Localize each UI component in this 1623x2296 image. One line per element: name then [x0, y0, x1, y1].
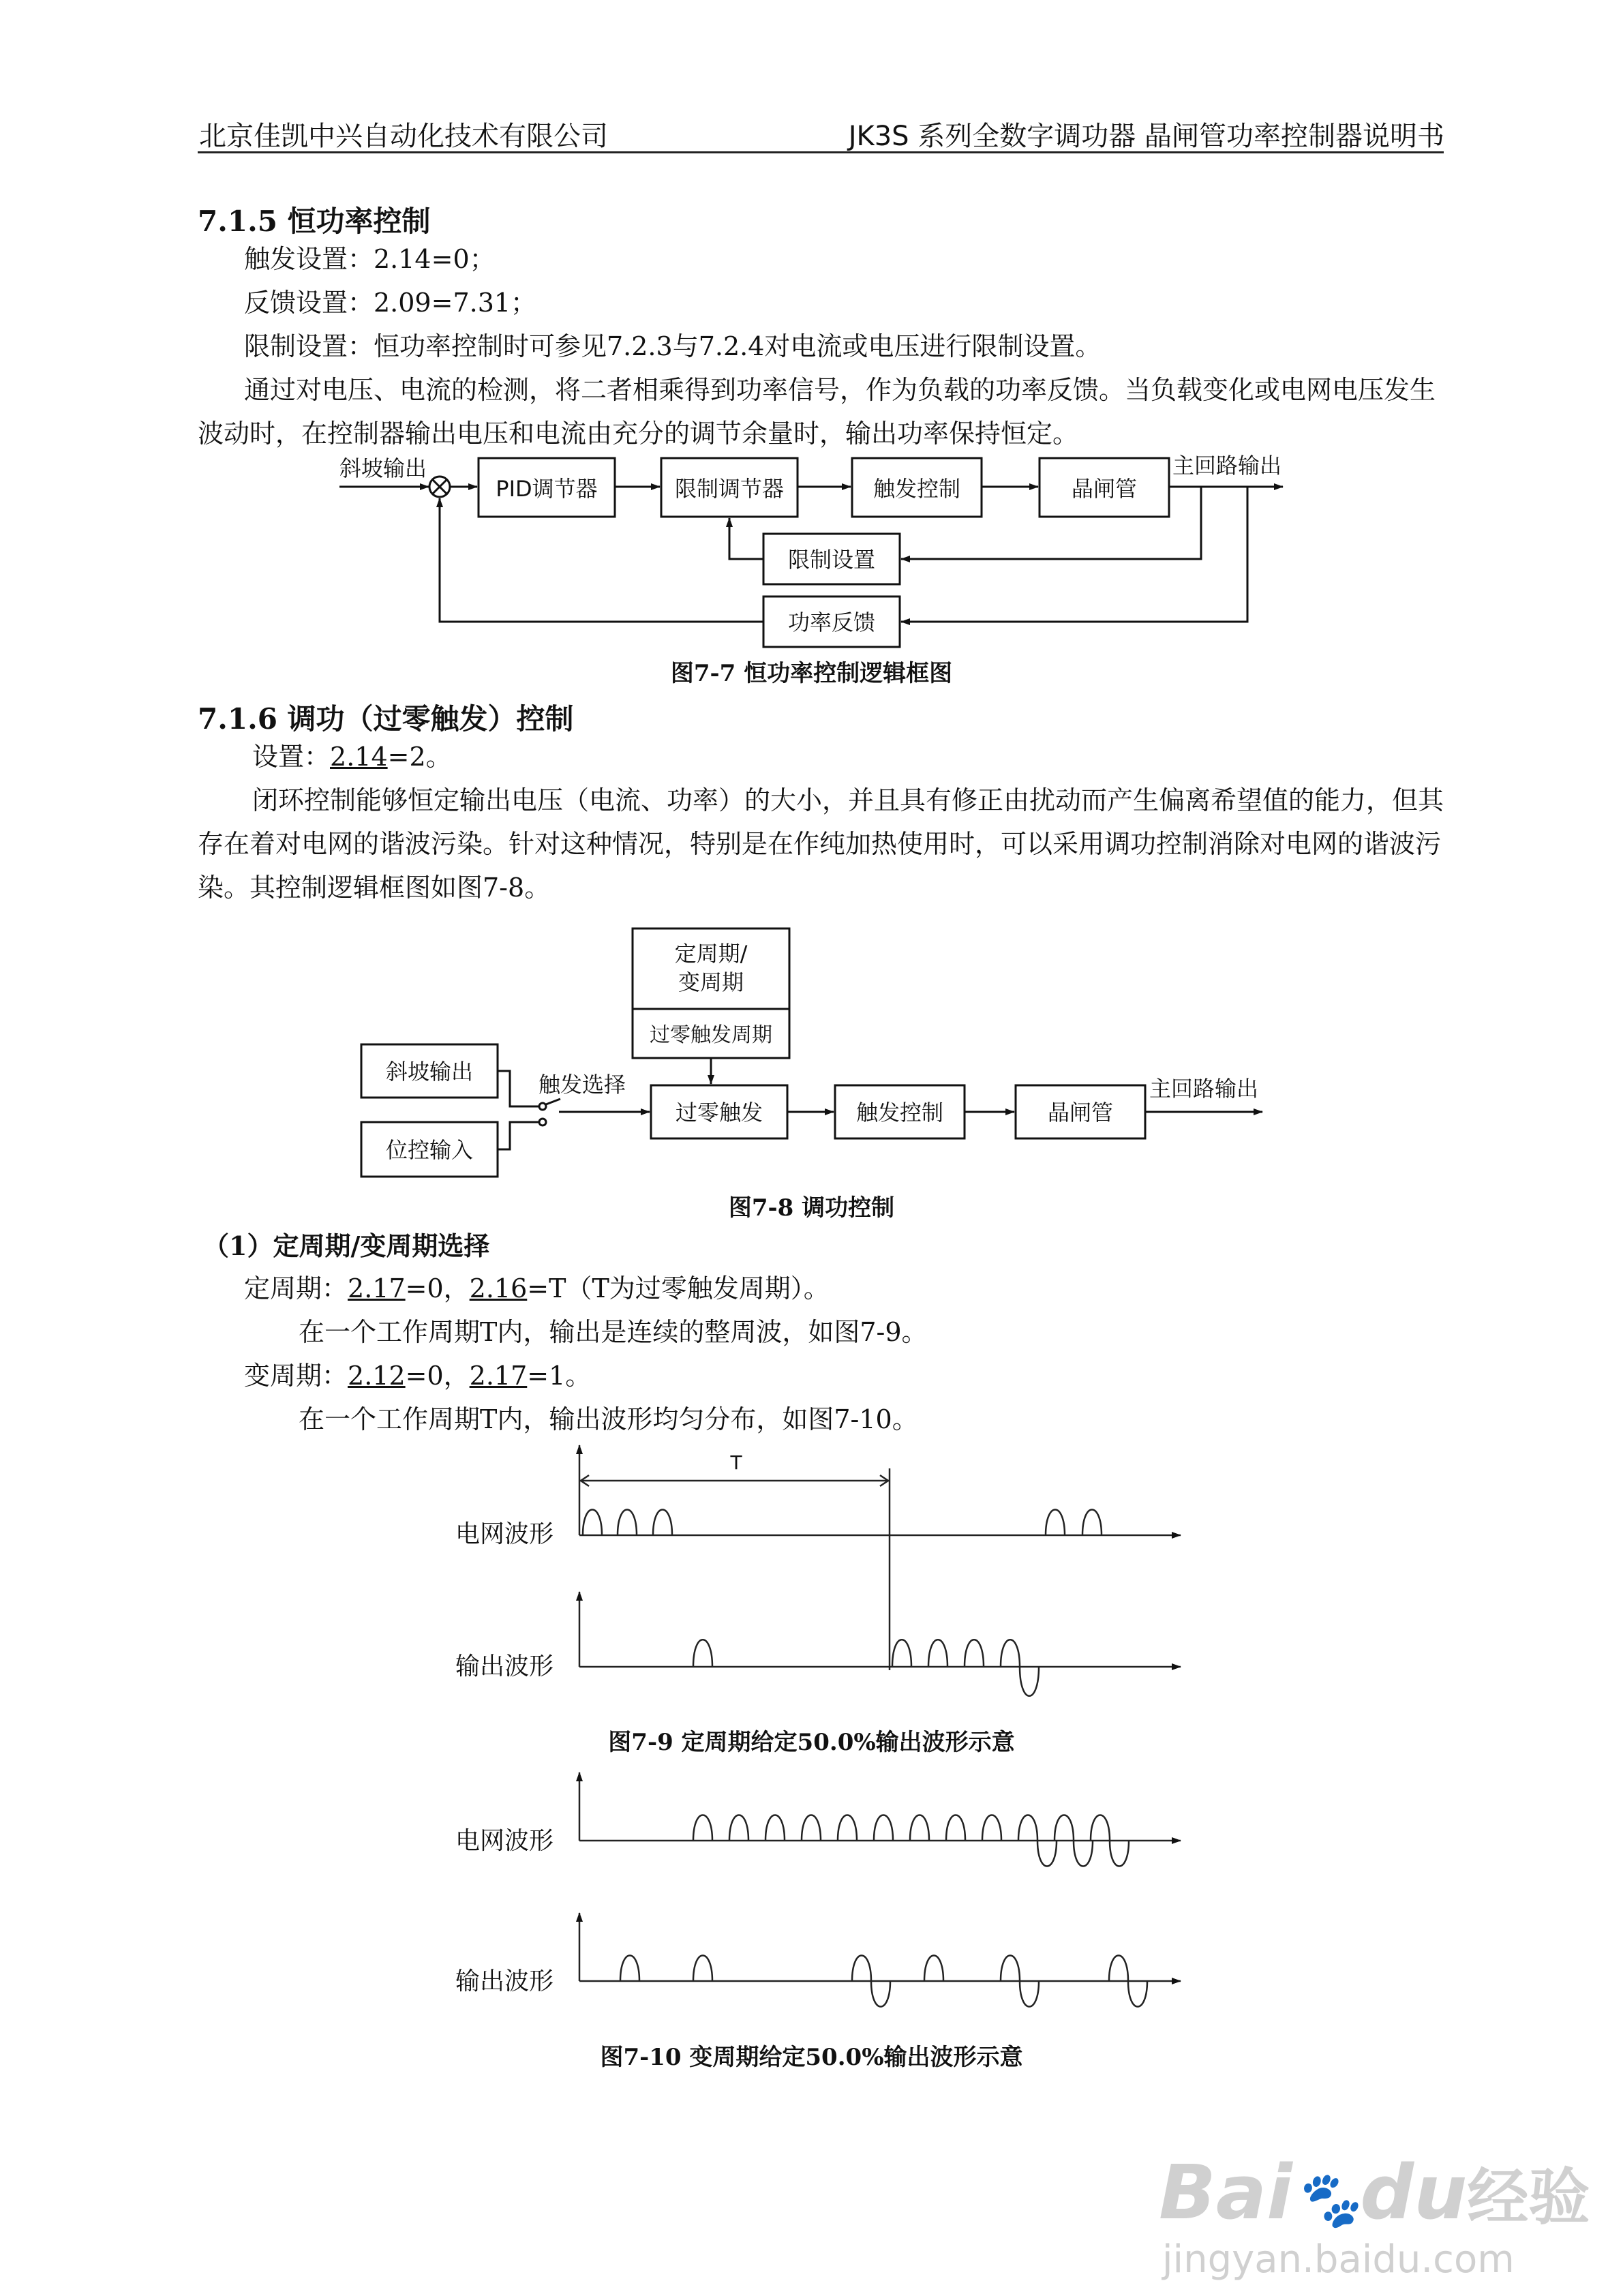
setting-716: 设置：2.14=2。	[252, 742, 452, 772]
figure-7-7-diagram	[0, 443, 1623, 661]
trigger-setting: 触发设置：2.14=0；	[244, 244, 496, 274]
para-715-line2: 波动时，在控制器输出电压和电流由充分的调节余量时，输出功率保持恒定。	[198, 419, 1079, 449]
fig78-fixed-l1: 定周期/	[674, 941, 748, 967]
fixed-period-line: 定周期：2.17=0，2.16=T（T为过零触发周期）。	[244, 1273, 830, 1303]
fig78-trigger-label: 触发控制	[855, 1100, 944, 1126]
para-716-line3: 染。其控制逻辑框图如图7-8。	[198, 873, 551, 903]
sub1-title: （1）定周期/变周期选择	[203, 1230, 490, 1261]
fig77-pid-label: PID调节器	[496, 476, 598, 502]
paw-icon: 🐾	[1292, 2168, 1361, 2231]
baidu-watermark-url: jingyan.baidu.com	[1162, 2237, 1515, 2282]
fig77-limit-reg-label: 限制调节器	[674, 476, 785, 502]
fig79-t-label: T	[730, 1451, 742, 1474]
fig78-pos-in-label: 位控输入	[385, 1137, 474, 1163]
para-716-line1: 闭环控制能够恒定输出电压（电流、功率）的大小，并且具有修正由扰动而产生偏离希望值的能力，但其	[252, 785, 1444, 815]
fig78-thyristor-label: 晶闸管	[1047, 1100, 1114, 1126]
section-715-title: 7.1.5 恒功率控制	[198, 205, 431, 238]
fig78-zc-period-label: 过零触发周期	[650, 1023, 772, 1047]
figure-7-8-diagram	[0, 913, 1623, 1193]
fig78-zc-trigger-label: 过零触发	[675, 1100, 763, 1126]
figure-7-10-caption: 图7-10 变周期给定50.0%输出波形示意	[600, 2044, 1023, 2071]
figure-7-8-caption: 图7-8 调功控制	[728, 1194, 895, 1222]
header-rule	[198, 151, 1444, 153]
var-period-desc: 在一个工作周期T内，输出波形均匀分布，如图7-10。	[299, 1404, 918, 1434]
fig78-fixed-l2: 变周期	[678, 969, 744, 995]
figure-7-10-waveforms	[0, 1766, 1623, 2045]
fig77-main-out-label: 主回路输出	[1172, 453, 1282, 479]
para-715-line1: 通过对电压、电流的检测，将二者相乘得到功率信号，作为负载的功率反馈。当负载变化或电网电压发生	[244, 375, 1436, 405]
header-left: 北京佳凯中兴自动化技术有限公司	[199, 121, 608, 152]
para-716-line2: 存在着对电网的谐波污染。针对这种情况，特别是在作纯加热使用时，可以采用调功控制消除对电网的谐波污	[198, 829, 1442, 859]
baidu-watermark-logo: Bai🐾du经验	[1159, 2149, 1590, 2236]
figure-7-9-waveforms	[0, 1438, 1623, 1725]
fig79-output-label: 输出波形	[455, 1652, 554, 1680]
fixed-period-desc: 在一个工作周期T内，输出是连续的整周波，如图7-9。	[299, 1317, 928, 1347]
fig79-grid-label: 电网波形	[455, 1520, 554, 1548]
fig78-trig-sel-label: 触发选择	[539, 1072, 626, 1098]
figure-7-7-caption: 图7-7 恒功率控制逻辑框图	[670, 660, 953, 687]
fig78-ramp-label: 斜坡输出	[385, 1059, 474, 1085]
fig710-grid-label: 电网波形	[455, 1827, 554, 1855]
fig77-thyristor-label: 晶闸管	[1071, 476, 1138, 502]
fig78-main-out-label: 主回路输出	[1149, 1076, 1259, 1102]
figure-7-9-caption: 图7-9 定周期给定50.0%输出波形示意	[608, 1729, 1015, 1756]
var-period-line: 变周期：2.12=0，2.17=1。	[244, 1361, 592, 1391]
fig77-limit-set-label: 限制设置	[787, 547, 876, 573]
fig77-trigger-label: 触发控制	[873, 476, 961, 502]
section-716-title: 7.1.6 调功（过零触发）控制	[198, 702, 574, 736]
fig710-output-label: 输出波形	[455, 1967, 554, 1995]
limit-setting: 限制设置：恒功率控制时可参见7.2.3与7.2.4对电流或电压进行限制设置。	[244, 331, 1102, 361]
header-right: JK3S 系列全数字调功器 晶闸管功率控制器说明书	[848, 121, 1444, 152]
fig77-power-fb-label: 功率反馈	[787, 609, 876, 635]
feedback-setting: 反馈设置：2.09=7.31；	[244, 288, 537, 318]
fig77-ramp-label: 斜坡输出	[339, 455, 427, 481]
